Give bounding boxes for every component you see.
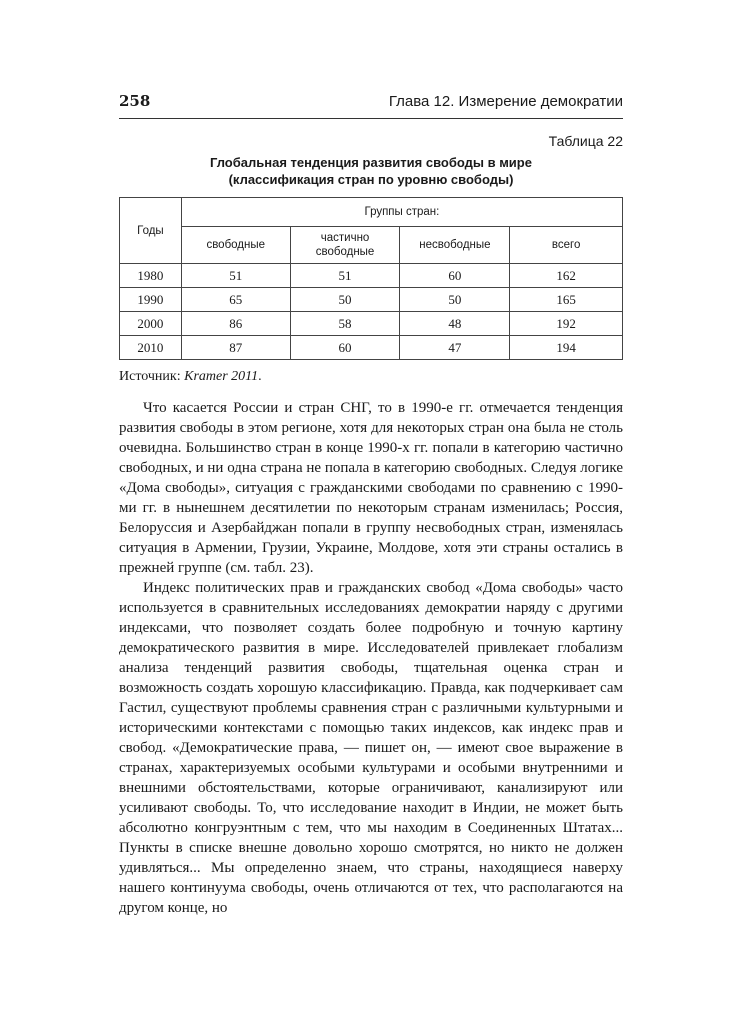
paragraph: Что касается России и стран СНГ, то в 1990-е гг. отмечается тенденция развития свободы в этом регионе, хотя для некоторых стран она была не столь очевидна. Большинство стран в конце 1990-х гг. попали в категорию частично свободных, и ни одна страна не попала в категорию свободных. Следуя логике «Дома свободы», ситуация с гражданскими свободами по сравнению с 1990-ми гг. в нынешнем десятилетии по некоторым странам изменилась; Россия, Белоруссия и Азербайджан попали в группу несвободных стран, изменялась ситуация в Армении, Грузии, Украине, Молдове, хотя эти страны остались в прежней группе (см. табл. 23). (119, 400, 623, 576)
table-source (119, 369, 262, 385)
cell-total: 165 (510, 288, 623, 312)
cell-total: 192 (510, 312, 623, 336)
source-period: . (258, 369, 262, 384)
cell-year: 2000 (120, 312, 182, 336)
table-row (120, 264, 623, 288)
table-title (119, 154, 623, 188)
cell-free: 65 (181, 288, 290, 312)
cell-not-free: 50 (400, 288, 510, 312)
table-subheader-row (120, 227, 623, 264)
cell-year: 1980 (120, 264, 182, 288)
data-table (119, 197, 623, 360)
table-title-line-2: (классификация стран по уровню свободы) (228, 172, 514, 187)
col-header-years: Годы (120, 198, 182, 264)
cell-partly-free: 50 (290, 288, 400, 312)
cell-partly-free: 58 (290, 312, 400, 336)
cell-partly-free: 60 (290, 336, 400, 360)
col-header-not-free: несвободные (400, 227, 510, 264)
table-row (120, 288, 623, 312)
col-header-free: свободные (181, 227, 290, 264)
table-header-row (120, 198, 623, 227)
col-header-total: всего (510, 227, 623, 264)
cell-free: 87 (181, 336, 290, 360)
cell-partly-free: 51 (290, 264, 400, 288)
cell-total: 194 (510, 336, 623, 360)
table-label: Таблица 22 (548, 133, 623, 149)
body-text (119, 398, 623, 918)
cell-not-free: 60 (400, 264, 510, 288)
header-rule (119, 118, 623, 119)
source-label: Источник: (119, 369, 181, 384)
cell-not-free: 48 (400, 312, 510, 336)
table-row (120, 336, 623, 360)
cell-not-free: 47 (400, 336, 510, 360)
source-reference: Kramer 2011 (184, 369, 259, 384)
table-title-line-1: Глобальная тенденция развития свободы в мире (210, 155, 532, 170)
cell-free: 86 (181, 312, 290, 336)
paragraph: Индекс политических прав и гражданских свобод «Дома свободы» часто используется в сравнительных исследованиях демократии наряду с другими индексами, что позволяет создать более подробную и точную картину демократического развития в мире. Исследователей привлекает глобализм анализа тенденций развития свободы, тщательная оценка стран и возможность создать хорошую классификацию. Правда, как подчеркивает сам Гастил, существуют проблемы сравнения стран с различными культурными и историческими контекстами с помощью таких индексов, как индекс прав и свобод. «Демократические права, — пишет он, — имеют свое выражение в странах, характеризуемых особыми культурами и особыми внутренними и внешними обстоятельствами, которые ограничивают, канализируют или усиливают свободы. То, что исследование находит в Индии, не может быть абсолютно конгруэнтным с тем, что мы находим в Соединенных Штатах... Пункты в списке внешне довольно хорошо смотрятся, но никто не должен удивляться... Мы определенно знаем, что страны, находящиеся наверху нашего континуума свободы, очень отличаются от тех, что располагаются на другом конце, но (119, 580, 623, 916)
table-row (120, 312, 623, 336)
cell-free: 51 (181, 264, 290, 288)
running-head: Глава 12. Измерение демократии (388, 93, 623, 110)
col-header-groups: Группы стран: (181, 198, 622, 227)
col-header-partly-free: частично свободные (290, 227, 400, 264)
cell-total: 162 (510, 264, 623, 288)
page-header (119, 92, 623, 110)
page-number: 258 (119, 92, 151, 110)
cell-year: 2010 (120, 336, 182, 360)
cell-year: 1990 (120, 288, 182, 312)
